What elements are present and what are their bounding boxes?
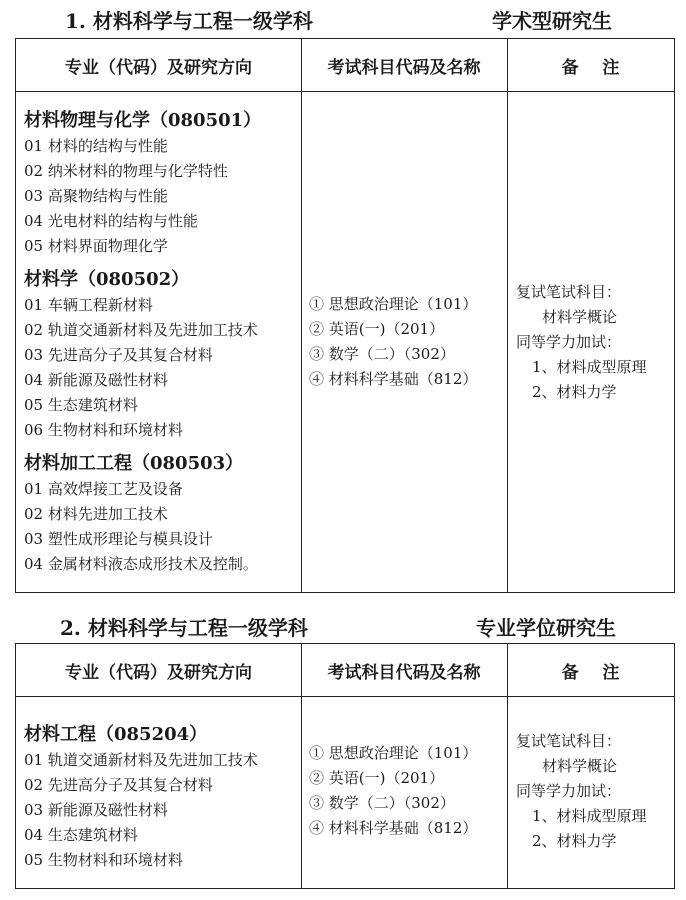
header-major: 专业（代码）及研究方向 (65, 57, 252, 78)
direction-item: 03 先进高分子及其复合材料 (24, 346, 213, 364)
exam-subject: ④ 材料科学基础（812） (309, 370, 478, 388)
header-exam: 考试科目代码及名称 (327, 57, 481, 78)
direction-item: 03 新能源及磁性材料 (24, 801, 168, 819)
section1-table-header (16, 39, 674, 92)
direction-item: 04 光电材料的结构与性能 (24, 212, 198, 230)
section2-table-header (16, 644, 674, 697)
exam-subject: ③ 数学（二）（302） (309, 794, 455, 812)
major-title: 材料学（080502） (24, 269, 190, 290)
exam-subject: ④ 材料科学基础（812） (309, 819, 478, 837)
section2-table (15, 643, 675, 889)
column-divider (507, 39, 508, 592)
direction-item: 02 轨道交通新材料及先进加工技术 (24, 321, 258, 339)
column-divider (301, 39, 302, 592)
major-group (24, 722, 299, 873)
note-line: 复试笔试科目： (516, 283, 622, 301)
major-group (24, 451, 299, 577)
direction-item: 05 材料界面物理化学 (24, 237, 168, 255)
note-line: 材料学概论 (542, 308, 618, 326)
direction-item: 01 轨道交通新材料及先进加工技术 (24, 751, 258, 769)
major-title: 材料加工工程（080503） (24, 453, 244, 474)
exam-subject: ① 思想政治理论（101） (309, 295, 478, 313)
direction-item: 05 生态建筑材料 (24, 396, 138, 414)
section2-type: 专业学位研究生 (476, 616, 616, 640)
direction-item: 01 材料的结构与性能 (24, 137, 168, 155)
note-line: 2、材料力学 (532, 832, 617, 850)
column-divider (507, 644, 508, 888)
direction-item: 06 生物材料和环境材料 (24, 421, 183, 439)
direction-item: 04 新能源及磁性材料 (24, 371, 168, 389)
direction-item: 01 车辆工程新材料 (24, 296, 153, 314)
section1-notes (516, 280, 674, 405)
exam-subject: ② 英语(一)（201） (309, 769, 445, 787)
major-title: 材料物理与化学（080501） (24, 110, 262, 131)
note-line: 1、材料成型原理 (532, 358, 647, 376)
direction-item: 03 塑性成形理论与模具设计 (24, 530, 213, 548)
header-exam: 考试科目代码及名称 (327, 662, 481, 683)
direction-item: 03 高聚物结构与性能 (24, 187, 168, 205)
direction-item: 02 先进高分子及其复合材料 (24, 776, 213, 794)
section2-heading (0, 611, 686, 645)
major-group (24, 108, 299, 259)
section1-type: 学术型研究生 (492, 9, 612, 33)
exam-subject: ③ 数学（二）（302） (309, 345, 455, 363)
note-line: 2、材料力学 (532, 383, 617, 401)
header-notes: 备 注 (561, 57, 620, 78)
note-line: 1、材料成型原理 (532, 807, 647, 825)
direction-item: 02 纳米材料的物理与化学特性 (24, 162, 228, 180)
direction-item: 02 材料先进加工技术 (24, 505, 168, 523)
direction-item: 04 生态建筑材料 (24, 826, 138, 844)
exam-subject: ② 英语(一)（201） (309, 320, 445, 338)
direction-item: 05 生物材料和环境材料 (24, 851, 183, 869)
header-major: 专业（代码）及研究方向 (65, 662, 252, 683)
direction-item: 04 金属材料液态成形技术及控制。 (24, 555, 258, 573)
section1-table (15, 38, 675, 593)
direction-item: 01 高效焊接工艺及设备 (24, 480, 183, 498)
section1-exam-subjects (309, 292, 504, 392)
note-line: 材料学概论 (542, 757, 618, 775)
note-line: 复试笔试科目： (516, 732, 622, 750)
exam-subject: ① 思想政治理论（101） (309, 744, 478, 762)
major-title: 材料工程（085204） (24, 724, 208, 745)
section2-exam-subjects (309, 741, 504, 841)
section2-majors (24, 722, 299, 881)
major-group (24, 267, 299, 443)
section1-title: 1. 材料科学与工程一级学科 (65, 9, 313, 33)
section1-majors (24, 108, 299, 585)
header-notes: 备 注 (561, 662, 620, 683)
column-divider (301, 644, 302, 888)
section2-title: 2. 材料科学与工程一级学科 (60, 616, 308, 640)
note-line: 同等学力加试： (516, 782, 622, 800)
note-line: 同等学力加试： (516, 333, 622, 351)
section2-notes (516, 729, 674, 854)
section1-heading (0, 4, 686, 38)
